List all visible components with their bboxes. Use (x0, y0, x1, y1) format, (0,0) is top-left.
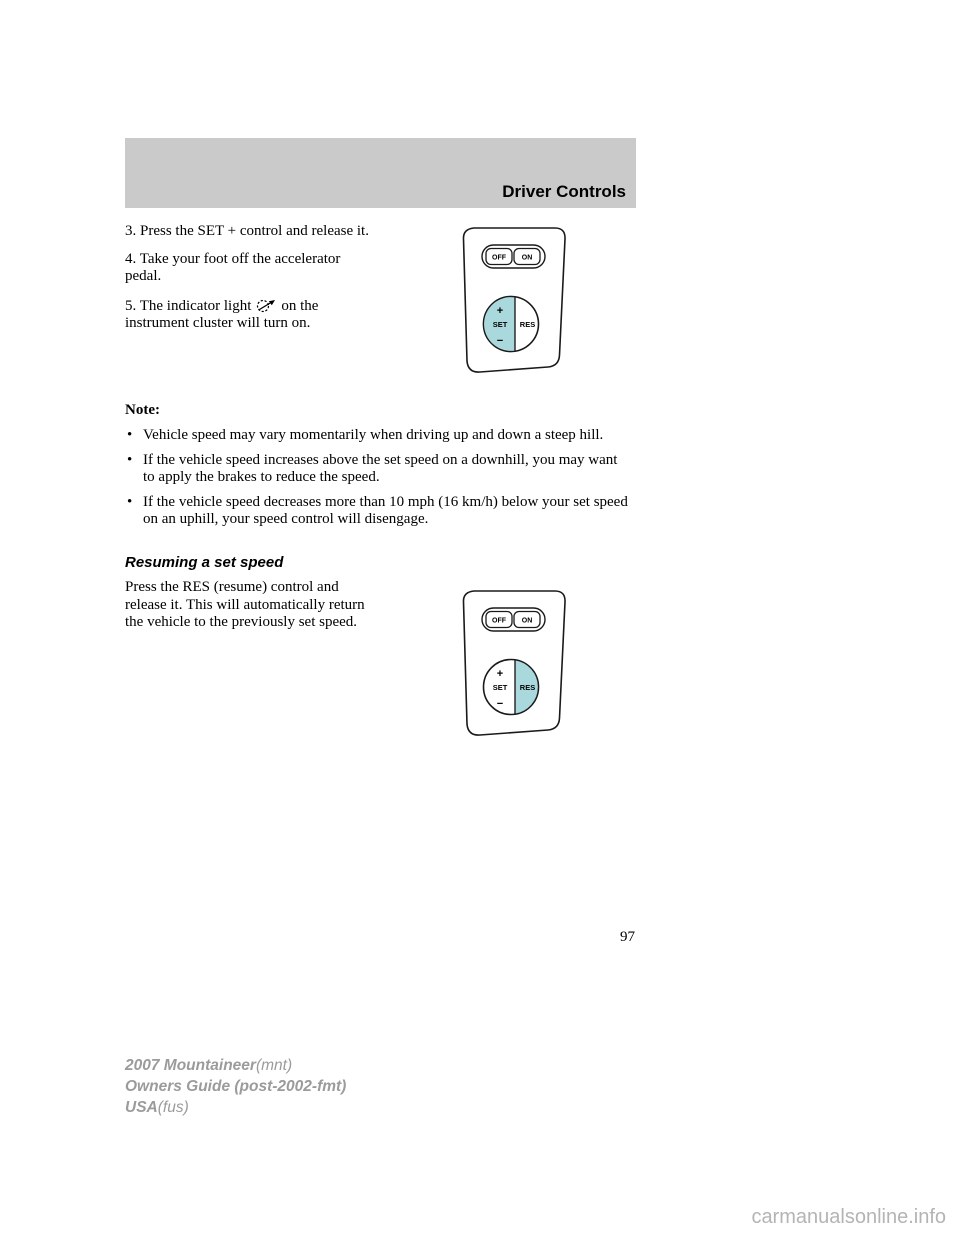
note-heading: Note: (125, 402, 160, 418)
minus-label: − (496, 335, 504, 347)
page-section-title: Driver Controls (502, 182, 626, 201)
speed-control-diagram-res (452, 584, 576, 748)
page-number: 97 (620, 929, 635, 945)
res-label: RES (519, 320, 536, 329)
on-button-label: ON (521, 617, 533, 625)
off-button-label: OFF (492, 254, 506, 262)
step-5-text (125, 296, 377, 333)
watermark-text: carmanualsonline.info (751, 1206, 946, 1228)
plus-label: + (496, 668, 504, 680)
footer-publication-info (125, 1055, 346, 1118)
on-button-label: ON (521, 254, 533, 262)
footer-region: USA (125, 1099, 158, 1116)
speed-control-illustration-set (452, 221, 576, 385)
speed-control-diagram-set (452, 221, 576, 385)
speed-control-illustration-res (452, 584, 576, 748)
step-3-text: 3. Press the SET + control and release it. (125, 223, 369, 239)
cruise-indicator-icon (254, 296, 277, 313)
off-button-label: OFF (492, 617, 506, 625)
plus-label: + (496, 305, 504, 317)
footer-line-1 (125, 1055, 346, 1076)
footer-line-2: Owners Guide (post-2002-fmt) (125, 1078, 347, 1095)
res-label: RES (519, 683, 536, 692)
note-bullet-2: • If the vehicle speed increases above the set speed on a downhill, you may want to apply the brakes to reduce the speed. (125, 452, 630, 487)
set-label: SET (492, 683, 508, 692)
step-5-text-before: 5. The indicator light (125, 297, 252, 314)
step-4-text: 4. Take your foot off the accelerator pedal. (125, 250, 341, 284)
resuming-set-speed-body: Press the RES (resume) control and release it. This will automatically return the vehicle to the previously set speed. (125, 579, 365, 630)
note-bullet-1: • Vehicle speed may vary momentarily when driving up and down a steep hill. (125, 427, 630, 445)
set-label: SET (492, 320, 508, 329)
header-bar (125, 138, 636, 208)
footer-model-code: (mnt) (255, 1057, 293, 1074)
note-bullet-list (125, 427, 630, 536)
step-5-text-after: on the instrument cluster will turn on. (125, 297, 319, 331)
instruction-steps (125, 223, 377, 343)
footer-region-code: (fus) (157, 1099, 189, 1116)
note-bullet-3: • If the vehicle speed decreases more than 10 mph (16 km/h) below your set speed on an uphill, your speed control will disengage. (125, 494, 630, 529)
minus-label: − (496, 698, 504, 710)
footer-model: 2007 Mountaineer (125, 1057, 256, 1074)
resuming-set-speed-heading: Resuming a set speed (125, 554, 284, 571)
footer-line-3 (125, 1097, 346, 1118)
